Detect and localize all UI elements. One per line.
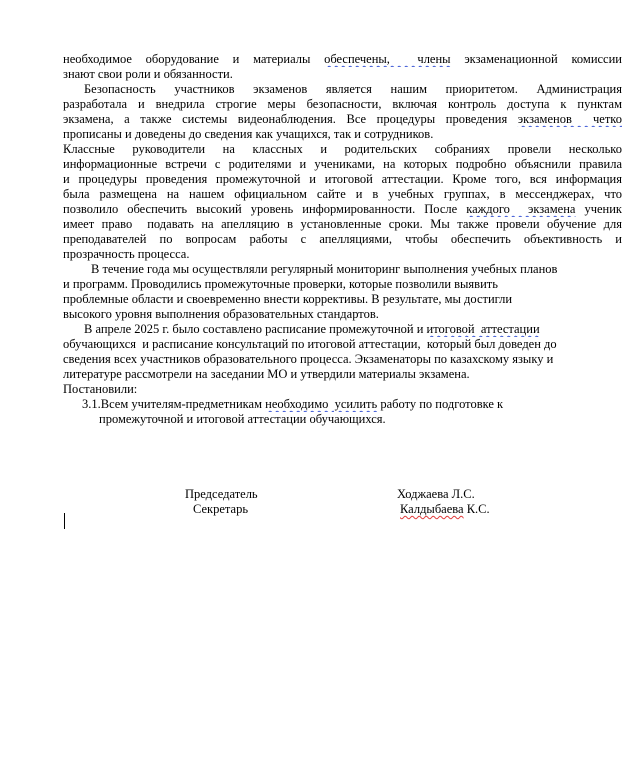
signature-name[interactable] xyxy=(397,487,475,502)
signature-role-label[interactable]: Председатель xyxy=(185,487,258,501)
text-run: литературе рассмотрели на заседании МО и утвердили материалы экзамена. xyxy=(63,367,470,381)
document-line[interactable] xyxy=(63,337,622,352)
document-line[interactable] xyxy=(63,142,622,157)
document-line[interactable] xyxy=(63,157,622,172)
text-run: и программ. Проводились промежуточные проверки, которые позволили выявить xyxy=(63,277,498,291)
document-line[interactable] xyxy=(63,127,622,142)
document-line[interactable] xyxy=(63,217,622,232)
document-line[interactable] xyxy=(63,352,622,367)
grammar-flagged-text[interactable]: экзаменов четко xyxy=(517,112,622,126)
text-run: и процедуры проведения промежуточной и итоговой аттестации. Кроме того, вся информация xyxy=(63,172,622,186)
text-run: высокого уровня выполнения образовательных стандартов. xyxy=(63,307,379,321)
text-cursor xyxy=(64,513,65,529)
text-run: проблемные области и своевременно внести коррективы. В результате, мы достигли xyxy=(63,292,513,306)
text-run: В апреле 2025 г. было составлено расписание промежуточной и xyxy=(84,322,427,336)
text-run: работу по подготовке к xyxy=(377,397,504,411)
document-line[interactable] xyxy=(63,52,622,67)
text-run: экзаменационной комиссии xyxy=(450,52,622,66)
text-run: Ходжаева Л.С. xyxy=(397,487,475,501)
document-line[interactable] xyxy=(63,412,622,427)
document-line[interactable] xyxy=(63,82,622,97)
signature-row xyxy=(63,502,622,517)
text-run: К.С. xyxy=(463,502,490,516)
text-run: экзамена, а также системы видеонаблюдения. Все процедуры проведения xyxy=(63,112,518,126)
signature-row xyxy=(63,487,622,502)
text-run: разработала и внедрила строгие меры безопасности, включая контроль доступа к пунктам xyxy=(63,97,622,111)
document-line[interactable] xyxy=(63,367,622,382)
spelling-flagged-text[interactable]: Калдыбаева xyxy=(400,502,464,516)
document-line[interactable] xyxy=(63,202,622,217)
document-line[interactable] xyxy=(63,112,622,127)
text-run: обучающихся и расписание консультаций по итоговой аттестации, который был доведен до xyxy=(63,337,557,351)
grammar-flagged-text[interactable]: обеспечены, члены xyxy=(324,52,451,66)
document-line[interactable] xyxy=(63,187,622,202)
grammar-flagged-text[interactable]: каждого экзамена xyxy=(466,202,576,216)
document-line[interactable] xyxy=(63,232,622,247)
document-line[interactable] xyxy=(63,292,622,307)
document-body[interactable] xyxy=(63,52,622,427)
document-line[interactable] xyxy=(63,172,622,187)
text-run: сведения всех участников образовательного процесса. Экзаменаторы по казахскому языку и xyxy=(63,352,554,366)
document-line[interactable] xyxy=(63,307,622,322)
document-line[interactable] xyxy=(63,67,622,82)
text-run: была размещена на нашем официальном сайте и в учебных группах, в мессенджерах, что xyxy=(63,187,622,201)
text-run: Постановили: xyxy=(63,382,138,396)
text-run: ученик xyxy=(575,202,622,216)
text-run: позволило обеспечить высокий уровень информированности. После xyxy=(63,202,467,216)
text-run: информационные встречи с родителями и учениками, на которых подробно объяснили правила xyxy=(63,157,622,171)
document-line[interactable] xyxy=(63,397,622,412)
text-run: В течение года мы осуществляли регулярный мониторинг выполнения учебных планов xyxy=(91,262,558,276)
document-line[interactable] xyxy=(63,277,622,292)
text-run: Классные руководители на классных и родительских собраниях провели несколько xyxy=(63,142,622,156)
grammar-flagged-text[interactable]: необходимо усилить xyxy=(265,397,378,411)
signature-role-label[interactable]: Секретарь xyxy=(193,502,249,516)
text-run: 3.1.Всем учителям-предметникам xyxy=(82,397,266,411)
text-run: прописаны и доведены до сведения как учащихся, так и сотрудников. xyxy=(63,127,434,141)
document-line[interactable] xyxy=(63,97,622,112)
document-line[interactable] xyxy=(63,322,622,337)
signature-name[interactable] xyxy=(400,502,490,517)
text-run: прозрачность процесса. xyxy=(63,247,190,261)
document-line[interactable] xyxy=(63,247,622,262)
signature-block xyxy=(63,487,622,517)
document-line[interactable] xyxy=(63,262,622,277)
text-run: промежуточной и итоговой аттестации обучающихся. xyxy=(99,412,386,426)
text-run: преподавателей по вопросам работы с апелляциями, чтобы обеспечить объективность и xyxy=(63,232,622,246)
text-run: Безопасность участников экзаменов является нашим приоритетом. Администрация xyxy=(84,82,622,96)
text-run: знают свои роли и обязанности. xyxy=(63,67,233,81)
text-run: необходимое оборудование и материалы xyxy=(63,52,325,66)
grammar-flagged-text[interactable]: итоговой аттестации xyxy=(426,322,540,336)
text-run: имеет право подавать на апелляцию в установленные сроки. Мы также провели обучение для xyxy=(63,217,622,231)
document-line[interactable] xyxy=(63,382,622,397)
